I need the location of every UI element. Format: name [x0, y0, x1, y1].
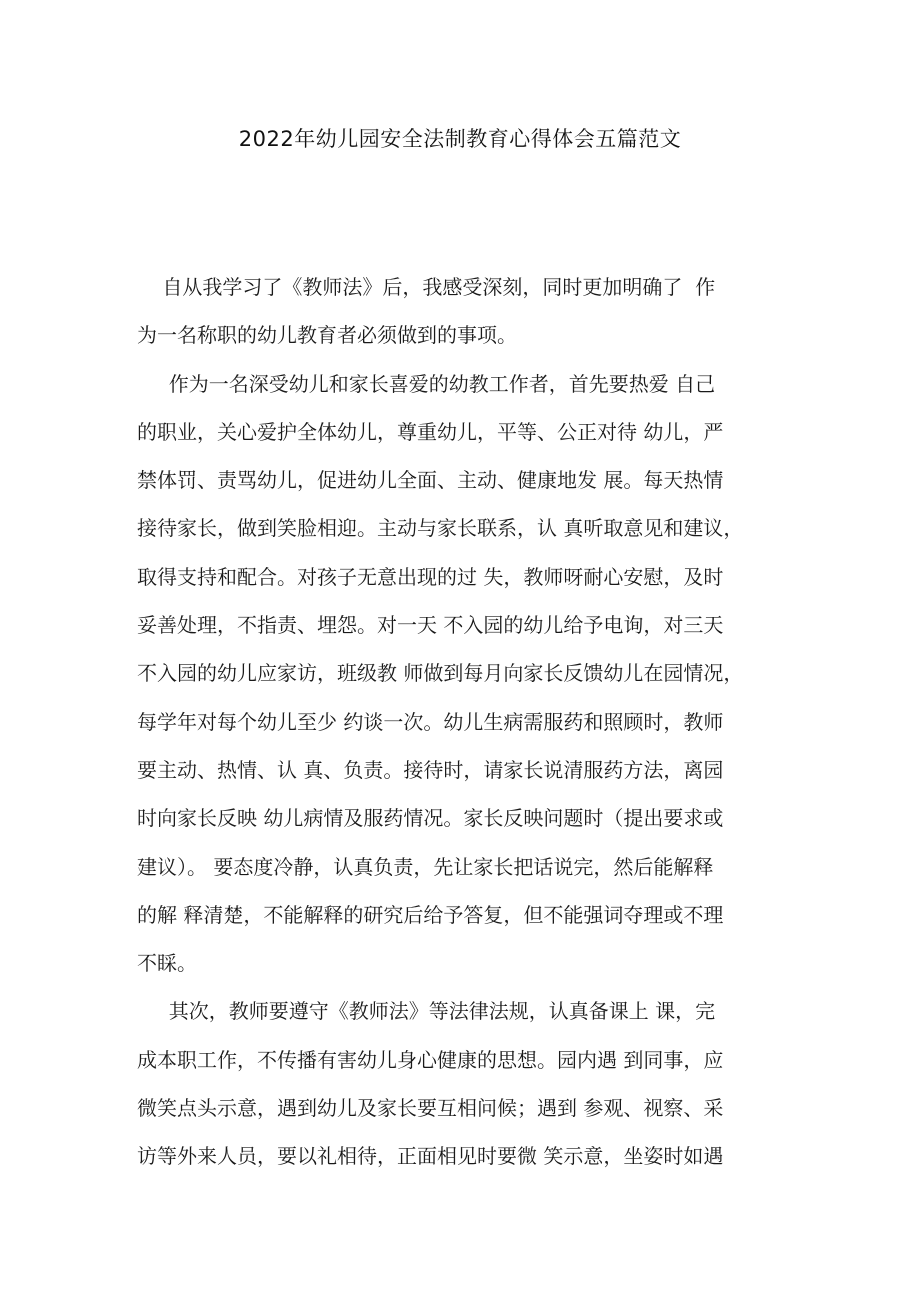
paragraph [137, 987, 797, 1180]
text-line: 不入园的幼儿应家访，班级教 师做到每月向家长反馈幼儿在园情况， [137, 661, 744, 686]
paragraph [137, 263, 797, 360]
text-line: 的解 释清楚，不能解释的研究后给予答复，但不能强词夺理或不理 [137, 902, 724, 927]
text-line: 自从我学习了《教师法》后，我感受深刻，同时更加明确了 作 [137, 275, 716, 299]
text-line: 时向家长反映 幼儿病情及服药情况。家长反映问题时（提出要求或 [137, 806, 724, 831]
text-line: 访等外来人员，要以礼相待，正面相见时要微 笑示意，坐姿时如遇 [137, 1144, 724, 1169]
text-line: 要主动、热情、认 真、负责。接待时，请家长说清服药方法，离园 [137, 757, 724, 782]
text-line: 为一名称职的幼儿教育者必须做到的事项。 [137, 323, 517, 348]
text-line: 取得支持和配合。对孩子无意出现的过 失，教师呀耐心安慰，及时 [137, 564, 724, 589]
text-line: 的职业，关心爱护全体幼儿，尊重幼儿，平等、公正对待 幼儿，严 [137, 419, 724, 444]
text-line: 成本职工作，不传播有害幼儿身心健康的思想。园内遇 到同事，应 [137, 1047, 724, 1072]
paragraph [137, 360, 797, 988]
document-body [137, 263, 797, 1181]
text-line: 不睬。 [137, 951, 197, 976]
text-line: 接待家长，做到笑脸相迎。主动与家长联系，认 真听取意见和建议， [137, 516, 744, 541]
text-line: 禁体罚、责骂幼儿，促进幼儿全面、主动、健康地发 展。每天热情 [137, 468, 724, 493]
text-line: 作为一名深受幼儿和家长喜爱的幼教工作者，首先要热爱 自己 [137, 371, 716, 396]
text-line: 建议）。 要态度冷静，认真负责，先让家长把话说完，然后能解释 [137, 854, 714, 879]
text-line: 其次，教师要遵守《教师法》等法律法规，认真备课上 课，完 [137, 999, 716, 1024]
text-line: 每学年对每个幼儿至少 约谈一次。幼儿生病需服药和照顾时，教师 [137, 709, 724, 734]
document-title: 2022年幼儿园安全法制教育心得体会五篇范文 [238, 127, 682, 151]
text-line: 微笑点头示意，遇到幼儿及家长要互相问候；遇到 参观、视察、采 [137, 1096, 724, 1121]
text-line: 妥善处理，不指责、埋怨。对一天 不入园的幼儿给予电询，对三天 [137, 613, 724, 638]
